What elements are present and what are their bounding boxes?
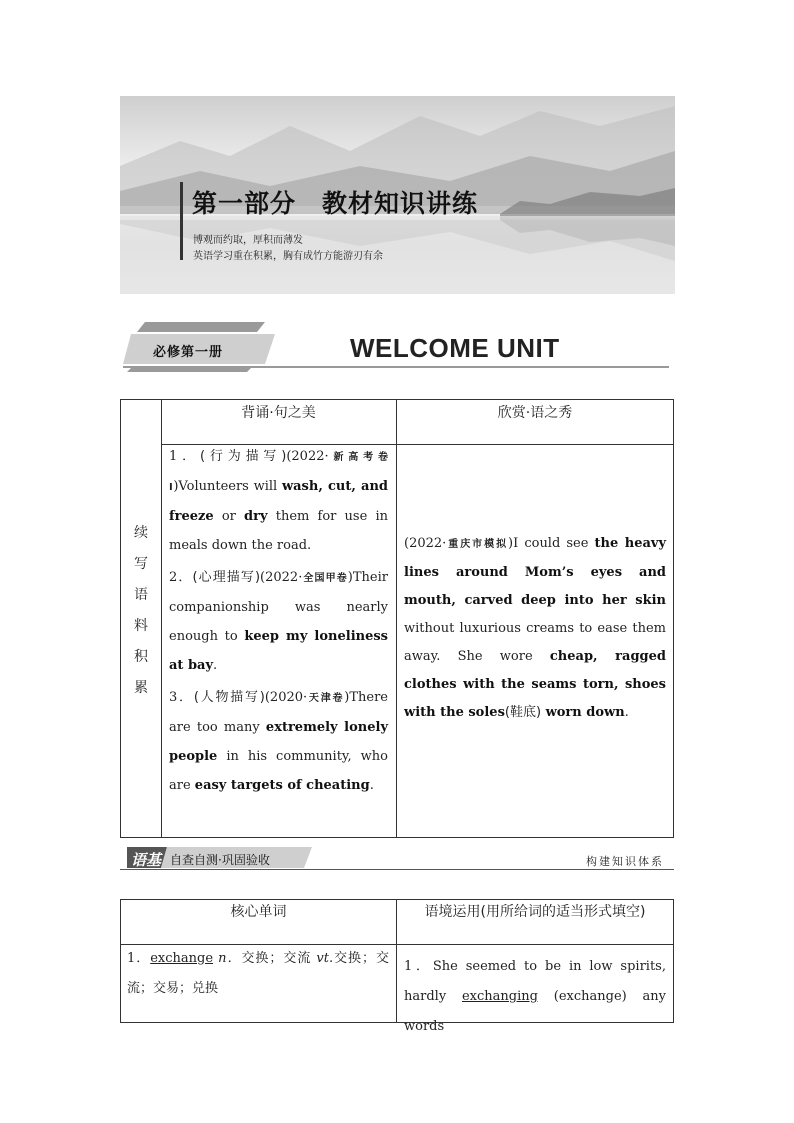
column-header-appreciate: 欣赏·语之秀 [497,405,573,421]
unit-title: WELCOME UNIT [350,333,560,363]
example-sentences [169,442,388,800]
side-label-char: 料 [134,618,148,634]
unit-divider [123,366,669,368]
example-item: 3．(人物描写)(2020·天津卷)There are too many extremely lonely people in his community, who are easy targets of cheating. [169,690,388,793]
book-tag: 必修第一册 [153,345,224,360]
side-label-char: 语 [134,587,148,603]
column-header-context-use: 语境运用(用所给词的适当形式填空) [424,904,646,920]
word-entry: 1．exchange n．交换；交流 vt.交换；交流；交易；兑换 [127,951,389,996]
section-label-selftest: 自查自测·巩固验收 [170,853,270,867]
example-item: 2．(心理描写)(2022·全国甲卷)Their companionship was nearly enough to keep my loneliness at bay. [169,570,388,673]
vocabulary-table [120,899,674,1034]
example-item: 1．(行为描写)(2022·新高考卷Ⅰ)Volunteers will wash, cut, and freeze or dry them for use in meals down the road. [169,449,388,553]
part-title: 第一部分 教材知识讲练 [192,189,479,218]
appreciation-passage: (2022·重庆市模拟)I could see the heavy lines around Mom’s eyes and mouth, carved deep into her skin without luxurious creams to ease them away. She wore cheap, ragged clothes with the seams torn, shoes with the soles(鞋底) worn down. [404,536,666,720]
banner-tagline: 英语学习重在积累，胸有成竹方能游刃有余 [193,251,383,262]
context-sentence: 1．She seemed to be in low spirits, hardly exchanging (exchange) any words [404,959,666,1034]
table-divider [161,400,162,837]
banner-accent-bar [180,182,183,260]
banner-motto: 博观而约取，厚积而薄发 [193,235,303,246]
side-label [121,518,161,704]
writing-material-table [120,399,674,838]
section-right-caption: 构建知识体系 [586,855,664,868]
column-header-core-words: 核心单词 [230,904,287,920]
section-divider [120,869,674,870]
section-label-yuji: 语基 [131,851,162,869]
side-label-char: 续 [134,525,148,541]
table-divider [396,400,397,837]
side-label-char: 积 [134,649,148,665]
answer-blank: exchanging [461,989,538,1004]
column-header-recite: 背诵·句之美 [241,405,316,421]
side-label-char: 写 [134,556,148,572]
side-label-char: 累 [134,680,148,696]
